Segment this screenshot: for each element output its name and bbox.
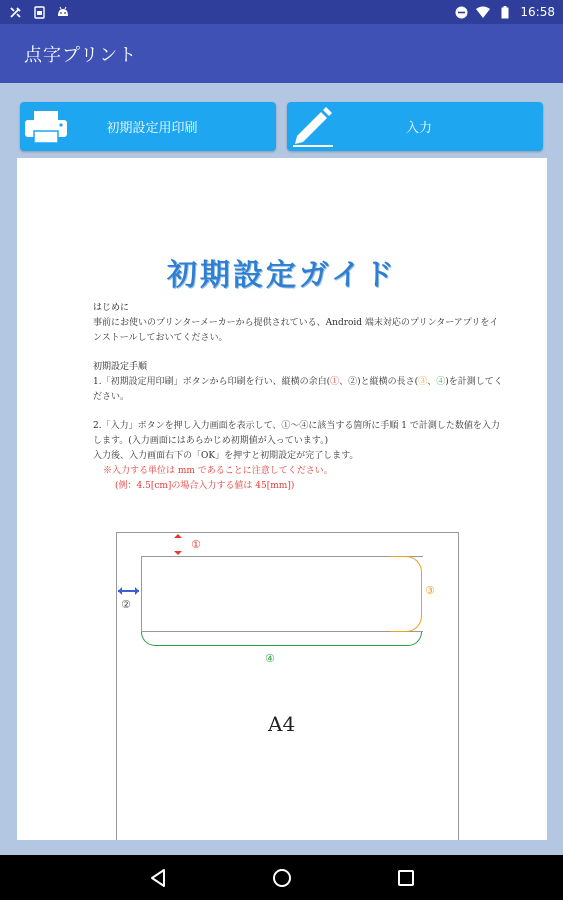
step-2: 2.「入力」ボタンを押し入力画面を表示して、①～④に該当する箇所に手順 1 で計測した数値を入力します。(入力画面にはあらかじめ初期値が入っています。) — [93, 421, 500, 446]
print-button-label: 初期設定用印刷 — [106, 121, 198, 136]
status-bar — [0, 0, 563, 24]
label-area-outline — [141, 556, 423, 632]
marker-1: ① — [191, 538, 201, 551]
label-width-marker — [141, 632, 422, 646]
recents-icon[interactable] — [394, 866, 418, 890]
top-margin-arrow — [177, 534, 179, 555]
printer-icon — [20, 102, 72, 151]
unit-note: ※入力する単位は mm であることに注意してください。 — [103, 466, 333, 476]
step-2-confirm: 入力後、入力画面右下の「OK」を押すと初期設定が完了します。 — [93, 451, 359, 461]
back-icon[interactable] — [146, 866, 170, 890]
marker-2: ② — [121, 598, 131, 611]
battery-icon — [498, 5, 512, 19]
system-status — [454, 5, 555, 19]
paper-size-label: A4 — [268, 712, 296, 736]
marker-4: ④ — [265, 652, 275, 665]
wifi-icon — [476, 5, 490, 19]
marker-3: ③ — [425, 584, 435, 597]
clock: 16:58 — [520, 5, 555, 19]
unit-example: (例：4.5[cm]の場合入力する値は 45[mm]) — [115, 481, 295, 491]
home-icon[interactable] — [270, 866, 294, 890]
steps-heading: 初期設定手順 — [93, 362, 148, 372]
input-button-label: 入力 — [405, 121, 432, 136]
initial-setting-print-button[interactable] — [20, 102, 276, 151]
android-icon — [56, 5, 70, 19]
notification-icons — [8, 5, 70, 19]
app-bar — [0, 24, 563, 83]
intro-heading: はじめに — [93, 303, 130, 313]
tools-icon — [8, 5, 22, 19]
guide-body — [93, 301, 503, 494]
guide-title: 初期設定ガイド — [166, 258, 398, 293]
app-title: 点字プリント — [24, 44, 138, 66]
left-margin-arrow — [118, 590, 139, 592]
intro-text: 事前にお使いのプリンターメーカーから提供されている、Android 端末対応のプリンターアプリをインストールしておいてください。 — [93, 318, 499, 343]
dnd-icon — [454, 5, 468, 19]
label-height-marker — [390, 556, 422, 632]
setup-guide-document — [17, 158, 547, 840]
pencil-icon — [287, 102, 339, 151]
sim-icon — [32, 5, 46, 19]
navigation-bar — [0, 855, 563, 900]
step-1: 1.「初期設定用印刷」ボタンから印刷を行い、縦横の余白(①、②)と縦横の長さ(③、④)を計測してください。 — [93, 377, 503, 402]
input-button[interactable] — [287, 102, 543, 151]
